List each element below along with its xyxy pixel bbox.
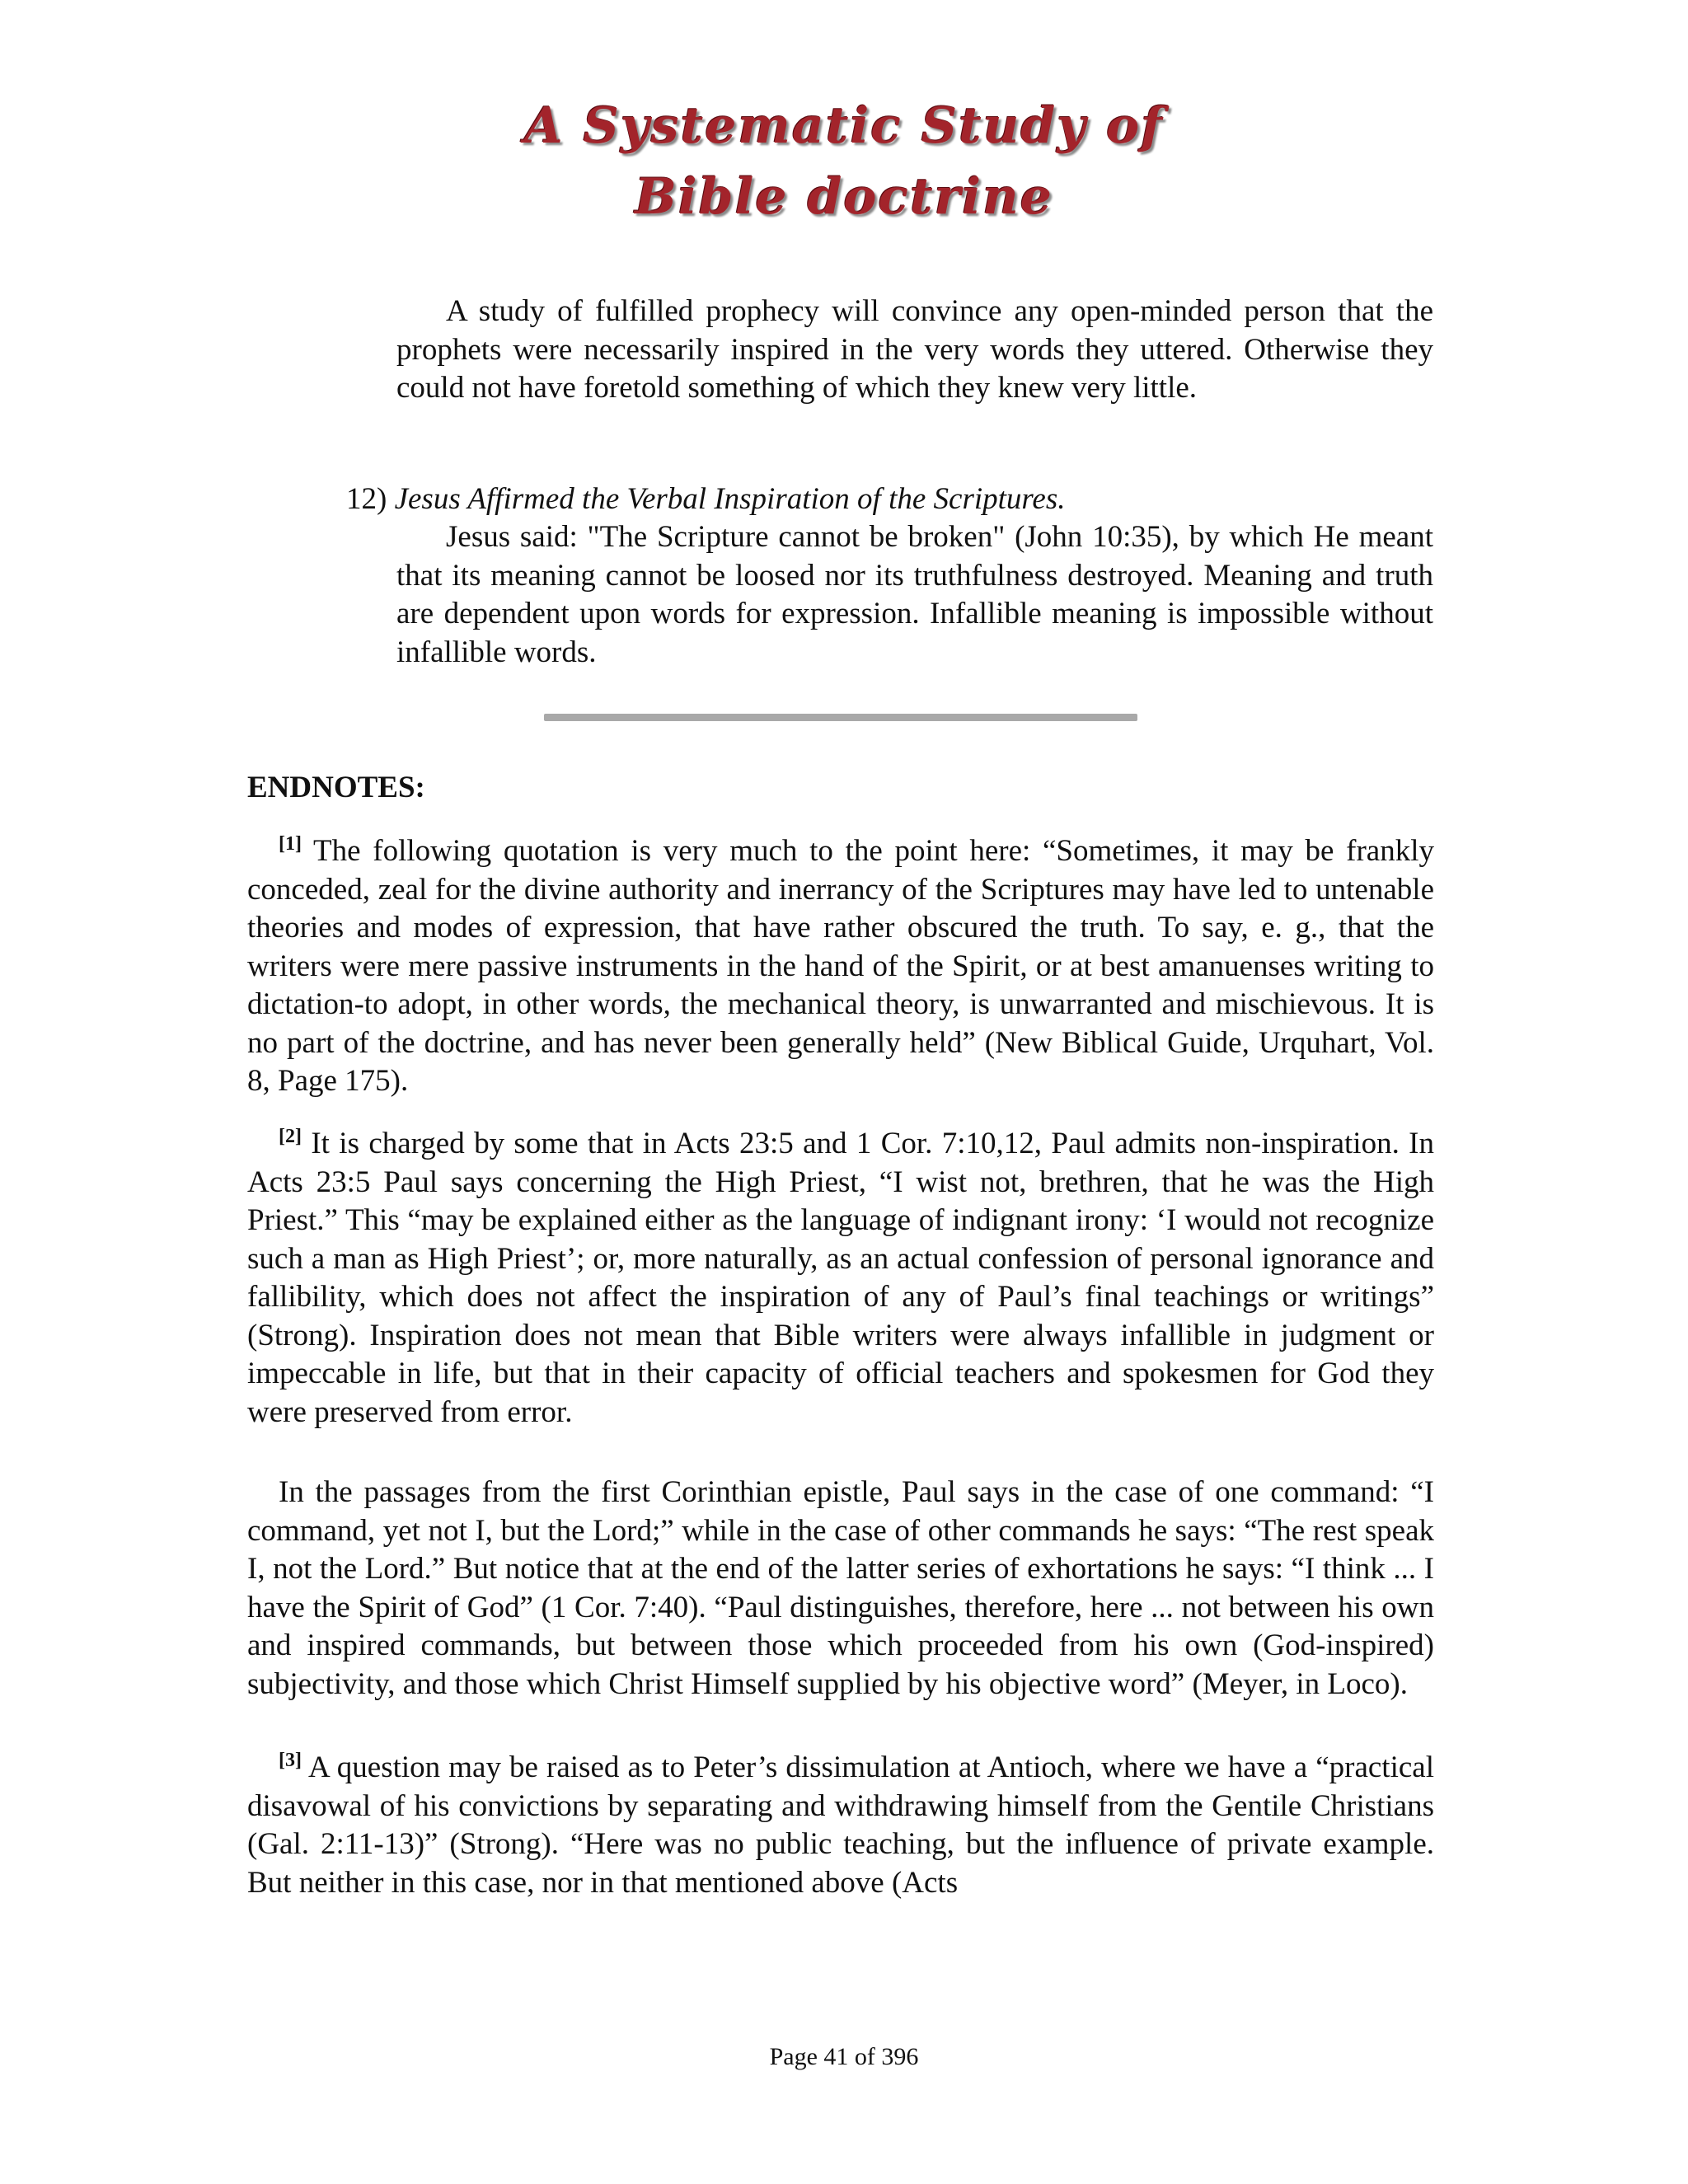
endnote-1-text: The following quotation is very much to the point here: “Sometimes, it may be frankly conceded, zeal for the divine authority and inerrancy of the Scriptures may have led to untenable theories and modes of expression, that have rather obscured the truth. To say, e. g., that the writers were mere passive instruments in the hand of the Spirit, or at best amanuenses writing to dictation-to adopt, in other words, the mechanical theory, is unwarranted and mischievous. It is no part of the doctrine, and has never been generally held” (New Biblical Guide, Urquhart, Vol. 8, Page 175). xyxy=(247,834,1434,1098)
endnote-2-continuation-paragraph: In the passages from the first Corinthian epistle, Paul says in the case of one command: “I command, yet not I, but the Lord;” while in the case of other commands he says: “The rest speak I, not the Lord.” But notice that at the end of the latter series of exhortations he says: “I think ... I have the Spirit of God” (1 Cor. 7:40). “Paul distinguishes, therefore, here ... not between his own and inspired commands, but between those which proceeded from his own (God-inspired) subjectivity, and those which Christ Himself supplied by his objective word” (Meyer, in Loco). xyxy=(247,1475,1434,1701)
endnote-2-marker: [2] xyxy=(279,1126,302,1147)
point-12-number: 12) xyxy=(346,482,387,516)
endnote-1-marker: [1] xyxy=(279,833,302,855)
intro-paragraph: A study of fulfilled prophecy will convince any open-minded person that the prophets were necessarily inspired in the very words they uttered. Otherwise they could not have foretold something of which they knew very little. xyxy=(396,294,1433,405)
logo-line-1: A Systematic Study of xyxy=(524,97,1164,155)
point-12-body-block xyxy=(396,518,1433,672)
endnote-2 xyxy=(247,1125,1434,1432)
endnote-3-text: A question may be raised as to Peter’s dissimulation at Antioch, where we have a “practical disavowal of his convictions by separating and withdrawing himself from the Gentile Christians (Gal. 2:11-13)” (Strong). “Here was no public teaching, but the influence of private example. But neither in this case, nor in that mentioned above (Acts xyxy=(247,1750,1434,1900)
logo-line-2: Bible doctrine xyxy=(635,168,1053,226)
point-12-body: Jesus said: "The Scripture cannot be broken" (John 10:35), by which He meant that its meaning cannot be loosed nor its truthfulness destroyed. Meaning and truth are dependent upon words for expression. Infallible meaning is impossible without infallible words. xyxy=(396,520,1433,669)
endnote-3 xyxy=(247,1749,1434,1902)
endnote-1 xyxy=(247,832,1434,1101)
book-title-logo xyxy=(0,91,1688,232)
intro-paragraph-block xyxy=(396,293,1433,408)
page-number: Page 41 of 396 xyxy=(769,2043,919,2070)
endnotes-heading: ENDNOTES: xyxy=(247,771,425,804)
endnote-2-paragraph xyxy=(247,1125,1434,1432)
section-divider xyxy=(544,714,1137,721)
endnote-3-marker: [3] xyxy=(279,1750,302,1771)
endnote-2-text: It is charged by some that in Acts 23:5 and 1 Cor. 7:10,12, Paul admits non-inspiration. In Acts 23:5 Paul says concerning the High Priest, “I wist not, brethren, that he was the High Priest.” This “may be explained either as the language of indignant irony: ‘I would not recognize such a man as High Priest’; or, more naturally, as an actual confession of personal ignorance and fallibility, which does not affect the inspiration of any of Paul’s final teachings or writings” (Strong). Inspiration does not mean that Bible writers were always infallible in judgment or impeccable in life, but that in their capacity of official teachers and spokesmen for God they were preserved from error. xyxy=(247,1127,1435,1429)
endnote-1-paragraph xyxy=(247,832,1434,1101)
endnote-3-paragraph xyxy=(247,1749,1434,1902)
point-12-title: Jesus Affirmed the Verbal Inspiration of the Scriptures. xyxy=(394,482,1066,516)
endnote-2-continuation xyxy=(247,1474,1434,1704)
point-12-heading xyxy=(346,480,1066,519)
